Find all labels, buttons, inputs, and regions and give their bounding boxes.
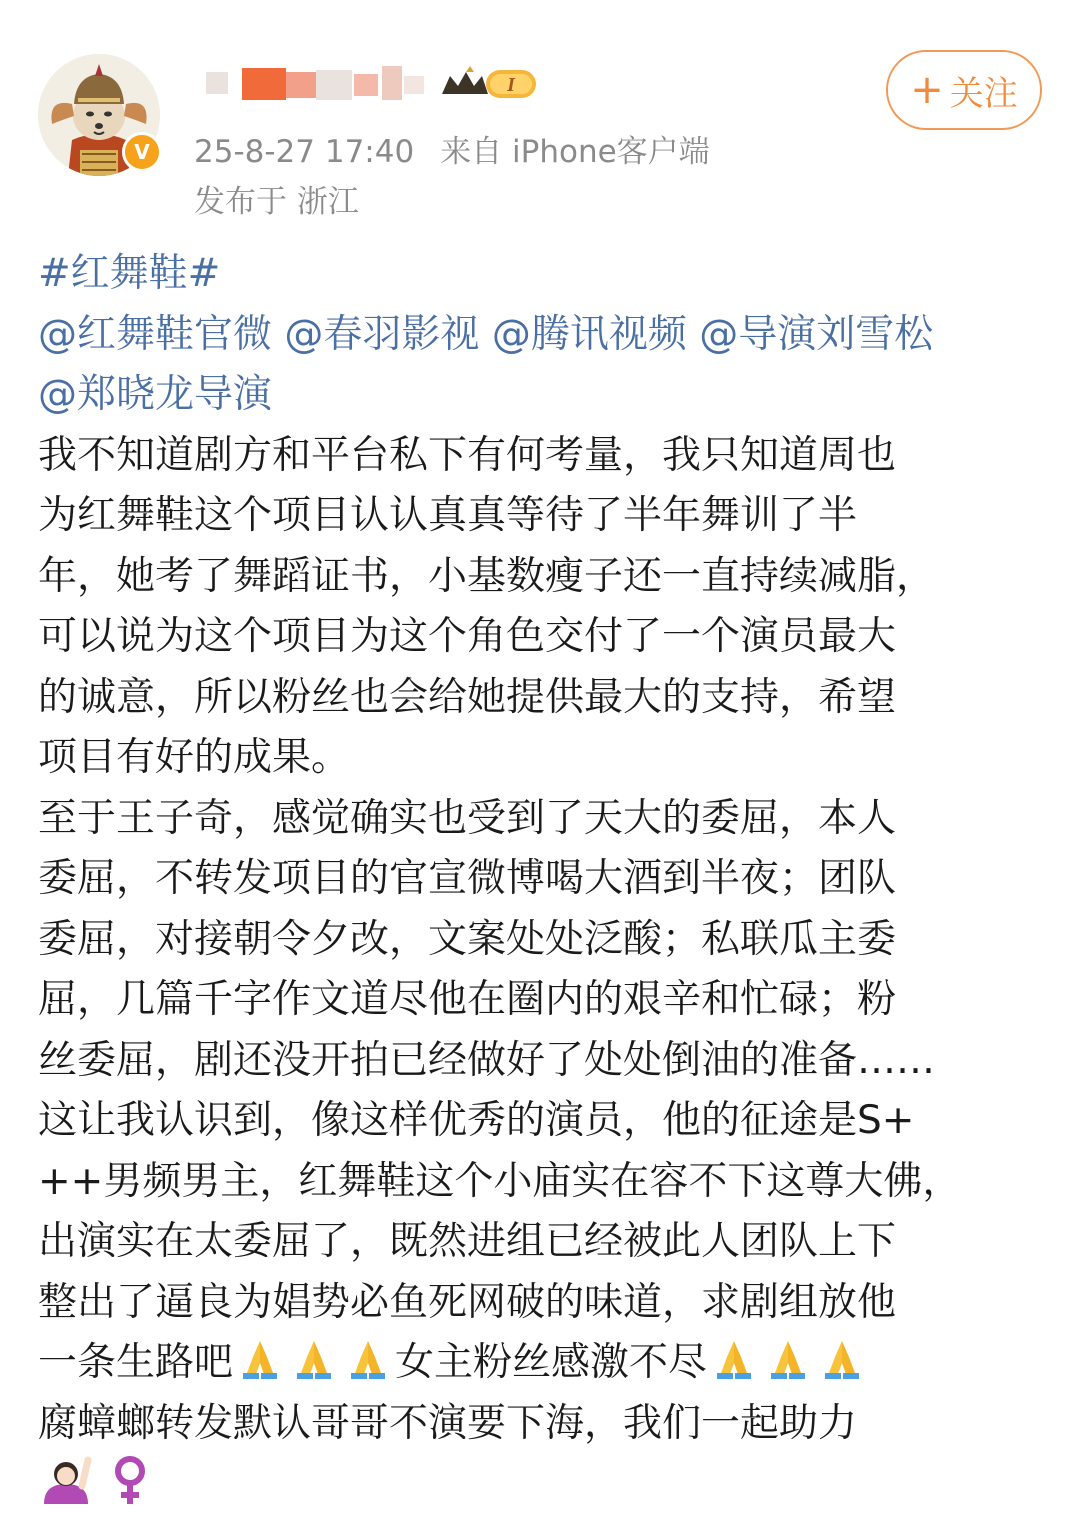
verified-badge-icon: V bbox=[122, 132, 162, 172]
post-meta bbox=[194, 126, 710, 171]
body-line: 年，她考了舞蹈证书，小基数瘦子还一直持续减脂， bbox=[38, 553, 936, 599]
avatar[interactable] bbox=[38, 54, 160, 176]
mention-link[interactable]: @春羽影视 bbox=[284, 311, 480, 357]
folded-hands-emoji-icon bbox=[707, 1337, 761, 1400]
body-line: 的诚意，所以粉丝也会给她提供最大的支持，希望 bbox=[38, 674, 897, 720]
emoji-line bbox=[38, 1454, 1048, 1515]
post-body bbox=[38, 244, 1048, 1515]
body-line: 委屈，不转发项目的官宣微博喝大酒到半夜；团队 bbox=[38, 856, 897, 901]
mention-link[interactable]: @郑晓龙导演 bbox=[38, 372, 273, 417]
body-line: 为红舞鞋这个项目认认真真等待了半年舞训了半 bbox=[38, 493, 858, 538]
body-line: 整出了逼良为娼势必鱼死网破的味道，求剧组放他 bbox=[38, 1279, 897, 1325]
body-line: 项目有好的成果。 bbox=[38, 735, 351, 780]
body-line: 腐蟑螂转发默认哥哥不演要下海，我们一起助力 bbox=[38, 1400, 858, 1446]
body-text: 女主粉丝感激不尽 bbox=[395, 1340, 708, 1385]
follow-label: 关注 bbox=[949, 73, 1018, 114]
level-badge bbox=[436, 64, 542, 104]
mention-link[interactable]: @腾讯视频 bbox=[491, 311, 687, 357]
hashtag-link[interactable]: #红舞鞋# bbox=[38, 251, 221, 296]
post-header bbox=[0, 0, 1080, 225]
body-line: 屈，几篇千字作文道尽他在圈内的艰辛和忙碌；粉 bbox=[38, 977, 897, 1022]
woman-raising-hand-emoji-icon bbox=[38, 1454, 96, 1525]
body-line: ++男频男主，红舞鞋这个小庙实在容不下这尊大佛， bbox=[38, 1158, 962, 1204]
mention-link[interactable]: @红舞鞋官微 bbox=[38, 311, 273, 357]
mentions-line-2 bbox=[38, 365, 1048, 426]
body-line: 可以说为这个项目为这个角色交付了一个演员最大 bbox=[38, 614, 897, 659]
username-redacted[interactable] bbox=[196, 62, 436, 104]
folded-hands-emoji-icon bbox=[287, 1337, 341, 1400]
mentions-line-1 bbox=[38, 305, 1048, 366]
body-line: 委屈，对接朝令夕改，文案处处泛酸；私联瓜主委 bbox=[38, 916, 897, 962]
folded-hands-emoji-icon bbox=[815, 1337, 869, 1400]
post-source: 来自 iPhone客户端 bbox=[440, 134, 710, 170]
body-line: 丝委屈，剧还没开拍已经做好了处处倒油的准备…… bbox=[38, 1037, 936, 1083]
body-line-with-emoji bbox=[38, 1333, 1048, 1394]
follow-button[interactable] bbox=[886, 50, 1042, 130]
folded-hands-emoji-icon bbox=[341, 1337, 395, 1400]
post-timestamp: 25-8-27 17:40 bbox=[194, 134, 415, 170]
mention-link[interactable]: @导演刘雪松 bbox=[699, 311, 934, 357]
plus-icon: + bbox=[910, 67, 944, 113]
body-line: 这让我认识到，像这样优秀的演员，他的征途是S+ bbox=[38, 1098, 915, 1143]
svg-text:I: I bbox=[507, 74, 515, 96]
female-sign-emoji-icon bbox=[108, 1454, 152, 1525]
body-line: 至于王子奇，感觉确实也受到了天大的委屈，本人 bbox=[38, 795, 897, 841]
body-line: 出演实在太委屈了，既然进组已经被此人团队上下 bbox=[38, 1219, 897, 1264]
post-location: 发布于 浙江 bbox=[194, 184, 359, 220]
body-text: 一条生路吧 bbox=[38, 1340, 234, 1385]
body-line: 我不知道剧方和平台私下有何考量，我只知道周也 bbox=[38, 432, 897, 478]
folded-hands-emoji-icon bbox=[761, 1337, 815, 1400]
folded-hands-emoji-icon bbox=[233, 1337, 287, 1400]
